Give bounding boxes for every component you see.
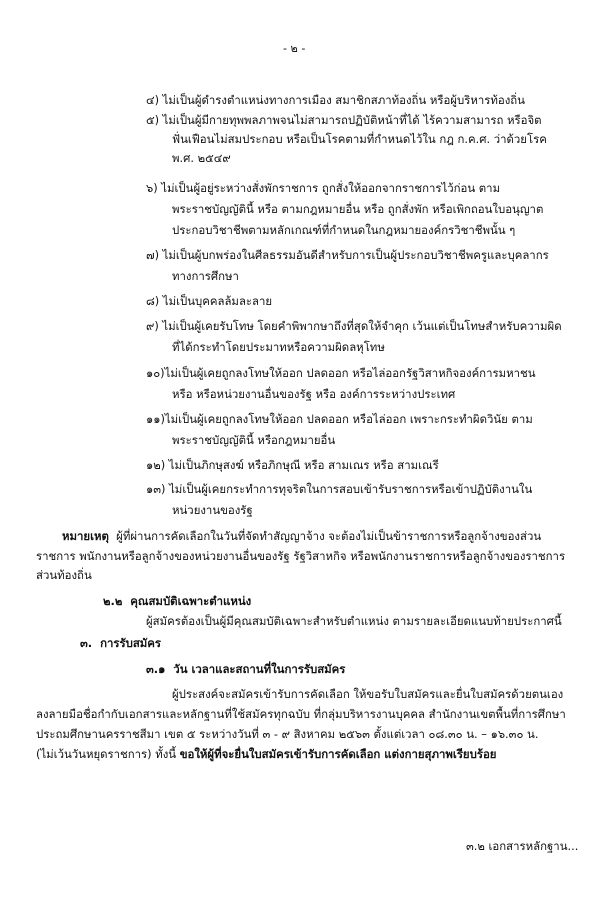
section-body-text: (ไม่เว้นวันหยุดราชการ) ทั้งนี้: [36, 747, 177, 761]
page-number: - ๒ -: [282, 41, 306, 55]
note-first-line: [62, 528, 541, 544]
list-item-line: ๕) ไม่เป็นผู้มีกายทุพพลภาพจนไม่สามารถปฏิบัติหน้าที่ได้ ไร้ความสามารถ หรือจิต: [146, 113, 542, 127]
section-body: ผู้สมัครต้องเป็นผู้มีคุณสมบัติเฉพาะสำหรับตำแหน่ง ตามรายละเอียดแนบท้ายประกาศนี้: [146, 614, 562, 628]
list-item-line: ประกอบวิชาชีพตามหลักเกณฑ์ที่กำหนดในกฎหมายองค์กรวิชาชีพนั้น ๆ: [172, 223, 516, 237]
continuation-note: ๓.๒ เอกสารหลักฐาน...: [466, 839, 579, 853]
list-item-line: หน่วยงานของรัฐ: [172, 503, 253, 517]
list-item-line: ๔) ไม่เป็นผู้ดำรงตำแหน่งทางการเมือง สมาชิกสภาท้องถิ่น หรือผู้บริหารท้องถิ่น: [146, 93, 525, 107]
list-item-line: ๑๓) ไม่เป็นผู้เคยกระทำการทุจริตในการสอบเข้ารับราชการหรือเข้าปฏิบัติงานใน: [146, 482, 533, 496]
list-item-line: ๑๐)ไม่เป็นผู้เคยถูกลงโทษให้ออก ปลดออก หรือไล่ออกรัฐวิสาหกิจองค์การมหาชน: [146, 366, 536, 380]
list-item-line: ๑๒) ไม่เป็นภิกษุสงฆ์ หรือภิกษุณี หรือ สามเณร หรือ สามเณรี: [146, 458, 439, 472]
list-item-line: ๑๑)ไม่เป็นผู้เคยถูกลงโทษให้ออก ปลดออก หรือไล่ออก เพราะกระทำผิดวินัย ตาม: [146, 412, 533, 426]
section-body-line-4: [36, 746, 496, 762]
note-text: ผู้ที่ผ่านการคัดเลือกในวันที่จัดทำสัญญาจ้าง จะต้องไม่เป็นข้าราชการหรือลูกจ้างของส่วน: [116, 529, 542, 543]
section-number: ๓.: [80, 636, 93, 650]
list-item-line: ๙) ไม่เป็นผู้เคยรับโทษ โดยคำพิพากษาถึงที่สุดให้จำคุก เว้นแต่เป็นโทษสำหรับความผิด: [146, 319, 562, 333]
section-title: การรับสมัคร: [100, 636, 162, 650]
list-item-line: พระราชบัญญัตินี้ หรือ ตามกฎหมายอื่น หรือ ถูกสั่งพัก หรือเพิกถอนใบอนุญาต: [172, 202, 544, 216]
section-number: ๓.๑: [146, 662, 166, 676]
section-body-emphasis: ขอให้ผู้ที่จะยื่นใบสมัครเข้ารับการคัดเลือก แต่งกายสุภาพเรียบร้อย: [179, 747, 497, 761]
note-line: ราชการ พนักงานหรือลูกจ้างของหน่วยงานอื่นของรัฐ รัฐวิสาหกิจ หรือพนักงานราชการหรือลูกจ้างของราชการ: [36, 549, 566, 563]
list-item-line: ที่ได้กระทำโดยประมาทหรือความผิดลหุโทษ: [172, 340, 385, 354]
list-item-line: ๗) ไม่เป็นผู้บกพร่องในศีลธรรมอันดีสำหรับการเป็นผู้ประกอบวิชาชีพครูและบุคลากร: [146, 248, 549, 262]
list-item-line: ทางการศึกษา: [172, 269, 239, 283]
section-body-line: ลงลายมือชื่อกำกับเอกสารและหลักฐานที่ใช้สมัครทุกฉบับ ที่กลุ่มบริหารงานบุคคล สำนักงานเขตพื้นที่การศึกษา: [36, 707, 566, 721]
list-item-line: พระราชบัญญัตินี้ หรือกฎหมายอื่น: [172, 433, 336, 447]
note-line: ส่วนท้องถิ่น: [36, 568, 92, 582]
note-label: หมายเหตุ: [62, 529, 109, 543]
section-title: วัน เวลาและสถานที่ในการรับสมัคร: [173, 662, 346, 676]
list-item-line: หรือ หรือหน่วยงานอื่นของรัฐ หรือ องค์การระหว่างประเทศ: [172, 387, 456, 401]
section-title: คุณสมบัติเฉพาะตำแหน่ง: [130, 594, 252, 608]
section-heading-3-1: [146, 661, 345, 677]
list-item-line: ฟั่นเฟือนไม่สมประกอบ หรือเป็นโรคตามที่กำหนดไว้ใน กฎ ก.ค.ศ. ว่าด้วยโรค: [172, 132, 547, 146]
section-heading-2-2: [103, 593, 251, 609]
list-item-line: พ.ศ. ๒๕๔๙: [172, 151, 231, 165]
section-body-line: ประถมศึกษานครราชสีมา เขต ๕ ระหว่างวันที่ ๓ - ๙ สิงหาคม ๒๕๖๓ ตั้งแต่เวลา ๐๘.๓๐ น. – ๑๖.๓๐ น.: [36, 727, 539, 741]
list-item-line: ๖) ไม่เป็นผู้อยู่ระหว่างสั่งพักราชการ ถูกสั่งให้ออกจากราชการไว้ก่อน ตาม: [146, 181, 501, 195]
section-body-line: ผู้ประสงค์จะสมัครเข้ารับการคัดเลือก ให้ขอรับใบสมัครและยื่นใบสมัครด้วยตนเอง: [172, 687, 564, 701]
section-heading-3: [80, 635, 161, 651]
section-number: ๒.๒: [103, 594, 123, 608]
list-item-line: ๘) ไม่เป็นบุคคลล้มละลาย: [146, 294, 273, 308]
